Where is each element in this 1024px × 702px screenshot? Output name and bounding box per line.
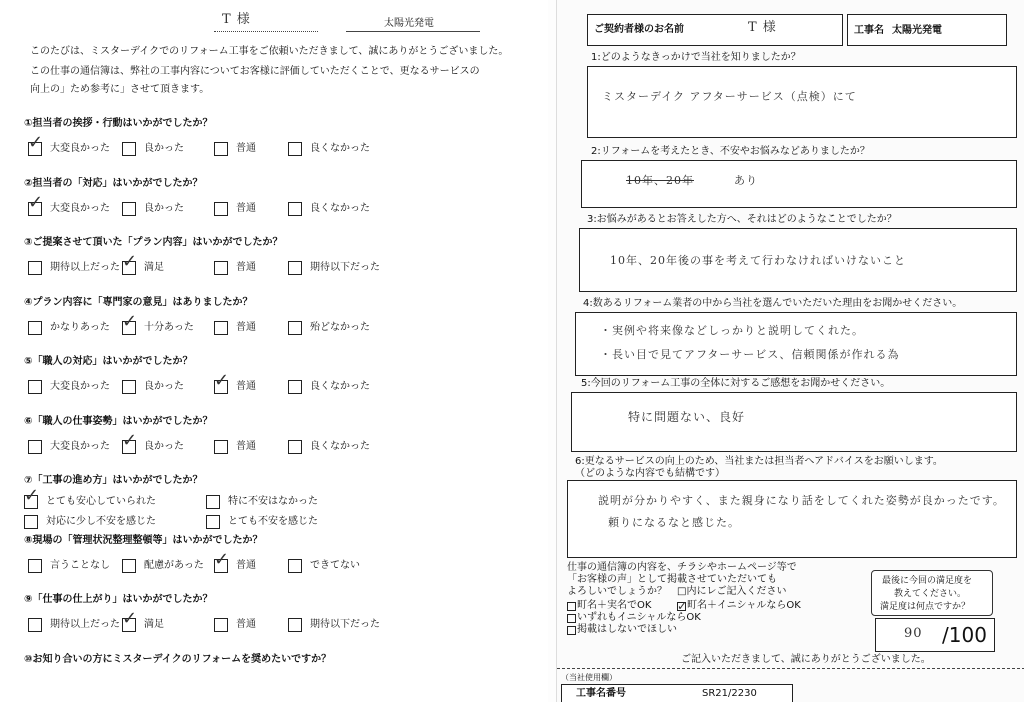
- option-label: 普通: [236, 441, 256, 452]
- question-2: 2:リフォームを考えたとき、不安やお悩みなどありましたか？: [591, 146, 870, 157]
- option-label: 殆どなかった: [310, 322, 370, 333]
- permission-note: □内にレご記入ください: [677, 586, 787, 597]
- question-6: 6:更なるサービスの向上のため、当社または担当者へアドバイスをお願いします。: [575, 456, 943, 467]
- option-label: 満足: [144, 262, 164, 273]
- option-checkbox[interactable]: [24, 485, 40, 509]
- check-mark-icon: ✓: [214, 549, 230, 570]
- check-mark-icon: ✓: [122, 251, 138, 272]
- option-checkbox[interactable]: [288, 618, 302, 632]
- option-label: できてない: [310, 560, 360, 571]
- option-checkbox[interactable]: [214, 618, 228, 632]
- option-checkbox[interactable]: [28, 559, 42, 573]
- answer-1: ミスターデイク アフターサービス（点検）にて: [602, 90, 857, 103]
- option-checkbox[interactable]: [288, 261, 302, 275]
- option-label: 良かった: [144, 203, 184, 214]
- option-label: 大変良かった: [50, 143, 110, 154]
- permission-option-label: 掲載はしないでほしい: [577, 624, 677, 635]
- intro-line-1: このたびは、ミスターデイクでのリフォーム工事をご依頼いただきまして、誠にありがとうございました。: [30, 46, 509, 57]
- option-checkbox[interactable]: [288, 321, 302, 335]
- option-checkbox[interactable]: [214, 370, 230, 394]
- answer-4-line-1: ・実例や将来像などしっかりと説明してくれた。: [600, 324, 864, 337]
- job-label: 工事名: [854, 25, 884, 36]
- score-prompt-1: 最後に今回の満足度を: [882, 576, 973, 586]
- option-label: 良くなかった: [310, 441, 370, 452]
- intro-line-3: 向上の」ため参考に」させて頂きます。: [30, 84, 210, 95]
- job-name-right: 太陽光発電: [892, 25, 942, 36]
- check-mark-icon: ✓: [122, 608, 138, 629]
- question-title: ⑥「職人の仕事姿勢」はいかがでしたか？: [24, 416, 213, 427]
- question-title: ③ご提案させて頂いた「プラン内容」はいかがでしたか？: [24, 237, 283, 248]
- answer-2-struck: 10年、20年: [626, 174, 694, 187]
- option-label: 普通: [236, 381, 256, 392]
- option-label: 普通: [236, 560, 256, 571]
- option-checkbox[interactable]: [206, 495, 220, 509]
- option-label: 大変良かった: [50, 441, 110, 452]
- check-mark-icon: ✓: [214, 370, 230, 391]
- customer-label: ご契約者様のお名前: [594, 24, 684, 35]
- permission-checkbox[interactable]: [677, 599, 688, 613]
- question-title: ⑨「仕事の仕上がり」はいかがでしたか？: [24, 594, 213, 605]
- survey-page-right: [556, 0, 1024, 702]
- option-label: 良くなかった: [310, 143, 370, 154]
- permission-checkbox[interactable]: [567, 626, 576, 635]
- option-checkbox[interactable]: [122, 559, 136, 573]
- answer-6-line-1: 説明が分かりやすく、また親身になり話をしてくれた姿勢が良かったです。: [598, 494, 1005, 507]
- option-checkbox[interactable]: [214, 321, 228, 335]
- answer-5: 特に問題ない、良好: [628, 410, 746, 424]
- option-checkbox[interactable]: [288, 440, 302, 454]
- option-label: 言うことなし: [50, 560, 110, 571]
- option-checkbox[interactable]: [28, 192, 44, 216]
- option-label: 期待以上だった: [50, 619, 120, 630]
- cut-line: [557, 668, 1024, 669]
- question-1: 1:どのようなきっかけで当社を知りましたか？: [591, 52, 801, 63]
- question-title: ④プラン内容に「専門家の意見」はありましたか？: [24, 297, 253, 308]
- option-checkbox[interactable]: [122, 430, 138, 454]
- option-label: 大変良かった: [50, 381, 110, 392]
- permission-option-label: いずれもイニシャルならOK: [577, 612, 701, 623]
- customer-name: T 様: [222, 12, 251, 27]
- permission-checkbox[interactable]: [567, 614, 576, 623]
- customer-name-box: [587, 14, 843, 46]
- option-label: 普通: [236, 619, 256, 630]
- score-prompt-2: 教えてください。: [894, 589, 967, 599]
- score-value: 90: [904, 626, 923, 641]
- job-name-box: [847, 14, 1007, 46]
- option-label: 良くなかった: [310, 381, 370, 392]
- answer-3: 10年、20年後の事を考えて行わなければいけないこと: [610, 254, 906, 267]
- check-mark-icon: ✓: [28, 132, 44, 153]
- office-table-value: SR21/2230: [702, 688, 757, 699]
- answer-5-box: [571, 392, 1017, 452]
- answer-4-box: [575, 312, 1017, 376]
- option-label: とても不安を感じた: [228, 516, 318, 527]
- question-title: ②担当者の「対応」はいかがでしたか？: [24, 178, 203, 189]
- option-checkbox[interactable]: [122, 251, 138, 275]
- answer-2: あり: [734, 174, 758, 187]
- option-checkbox[interactable]: [122, 311, 138, 335]
- option-checkbox[interactable]: [122, 142, 136, 156]
- option-checkbox[interactable]: [28, 321, 42, 335]
- option-checkbox[interactable]: [28, 618, 42, 632]
- option-label: 良かった: [144, 441, 184, 452]
- option-label: 良かった: [144, 381, 184, 392]
- job-name: 太陽光発電: [384, 18, 434, 29]
- check-mark-icon: ✓: [28, 192, 44, 213]
- option-checkbox[interactable]: [214, 142, 228, 156]
- question-5: 5:今回のリフォーム工事の全体に対するご感想をお聞かせください。: [581, 378, 891, 389]
- permission-line-1: 仕事の通信簿の内容を、チラシやホームページ等で: [567, 562, 797, 573]
- option-label: 特に不安はなかった: [228, 496, 318, 507]
- office-table: [561, 684, 793, 702]
- answer-6-line-2: 頼りになるなと感じた。: [608, 516, 740, 529]
- intro-line-2: この仕事の通信簿は、弊社の工事内容についてお客様に評価していただくことで、更なるサービスの: [30, 66, 480, 77]
- score-prompt-3: 満足度は何点ですか？: [880, 602, 971, 612]
- option-label: とても安心していられた: [46, 496, 156, 507]
- question-title: ⑧現場の「管理状況整理整頓等」はいかがでしたか？: [24, 535, 263, 546]
- question-6-sub: （どのような内容でも結構です）: [575, 468, 725, 479]
- option-checkbox[interactable]: [28, 440, 42, 454]
- option-label: 十分あった: [144, 322, 194, 333]
- option-checkbox[interactable]: [24, 515, 38, 529]
- office-table-label: 工事名番号: [576, 688, 626, 699]
- permission-line-3: よろしいでしょうか？: [567, 586, 667, 597]
- option-checkbox[interactable]: [122, 380, 136, 394]
- option-label: 満足: [144, 619, 164, 630]
- permission-checkbox[interactable]: [567, 602, 576, 611]
- answer-6-box: [567, 480, 1017, 558]
- office-use-label: （当社使用欄）: [561, 673, 617, 682]
- option-label: かなりあった: [50, 322, 110, 333]
- option-checkbox[interactable]: [28, 261, 42, 275]
- check-mark-icon: ✓: [122, 430, 138, 451]
- option-label: 普通: [236, 203, 256, 214]
- option-label: 期待以下だった: [310, 262, 380, 273]
- check-mark-icon: ✓: [677, 599, 688, 613]
- option-checkbox[interactable]: [214, 202, 228, 216]
- option-checkbox[interactable]: [288, 202, 302, 216]
- permission-line-2: 「お客様の声」として掲載させていただいても: [567, 574, 777, 585]
- score-max: /100: [942, 623, 987, 647]
- option-label: 期待以上だった: [50, 262, 120, 273]
- option-checkbox[interactable]: [288, 142, 302, 156]
- option-checkbox[interactable]: [288, 559, 302, 573]
- option-label: 良かった: [144, 143, 184, 154]
- check-mark-icon: ✓: [122, 311, 138, 332]
- question-title: ⑩お知り合いの方にミスターデイクのリフォームを奨めたいですか？: [24, 654, 332, 665]
- option-checkbox[interactable]: [214, 261, 228, 275]
- option-checkbox[interactable]: [214, 440, 228, 454]
- question-title: ①担当者の挨拶・行動はいかがでしたか？: [24, 118, 213, 129]
- option-label: 配慮があった: [144, 560, 204, 571]
- check-mark-icon: ✓: [24, 485, 40, 506]
- option-checkbox[interactable]: [122, 608, 138, 632]
- option-checkbox[interactable]: [122, 202, 136, 216]
- permission-option-label: 町名＋イニシャルならOK: [687, 600, 801, 611]
- option-checkbox[interactable]: [288, 380, 302, 394]
- option-checkbox[interactable]: [28, 380, 42, 394]
- option-checkbox[interactable]: [28, 132, 44, 156]
- option-checkbox[interactable]: [214, 549, 230, 573]
- option-label: 期待以下だった: [310, 619, 380, 630]
- question-3: 3:お悩みがあるとお答えした方へ、それはどのようなことでしたか？: [587, 214, 897, 225]
- score-box: [875, 618, 995, 652]
- name-underline: [214, 31, 318, 32]
- job-underline: [346, 31, 480, 32]
- option-label: 普通: [236, 143, 256, 154]
- question-4: 4:数あるリフォーム業者の中から当社を選んでいただいた理由をお聞かせください。: [583, 298, 963, 309]
- customer-name-handwritten: T 様: [748, 20, 777, 35]
- option-label: 対応に少し不安を感じた: [46, 516, 156, 527]
- answer-3-box: [579, 228, 1017, 292]
- question-title: ⑦「工事の進め方」はいかがでしたか？: [24, 475, 203, 486]
- answer-2-box: [581, 160, 1017, 208]
- option-label: 良くなかった: [310, 203, 370, 214]
- score-prompt-box: [871, 570, 993, 616]
- option-label: 普通: [236, 322, 256, 333]
- option-label: 普通: [236, 262, 256, 273]
- answer-1-box: [587, 66, 1017, 138]
- permission-option-label: 町名＋実名でOK: [577, 600, 652, 611]
- question-title: ⑤「職人の対応」はいかがでしたか？: [24, 356, 193, 367]
- answer-4-line-2: ・長い目で見てアフターサービス、信頼関係が作れる為: [600, 348, 900, 361]
- thanks-message: ご記入いただきまして、誠にありがとうございました。: [681, 654, 931, 665]
- option-checkbox[interactable]: [206, 515, 220, 529]
- option-label: 大変良かった: [50, 203, 110, 214]
